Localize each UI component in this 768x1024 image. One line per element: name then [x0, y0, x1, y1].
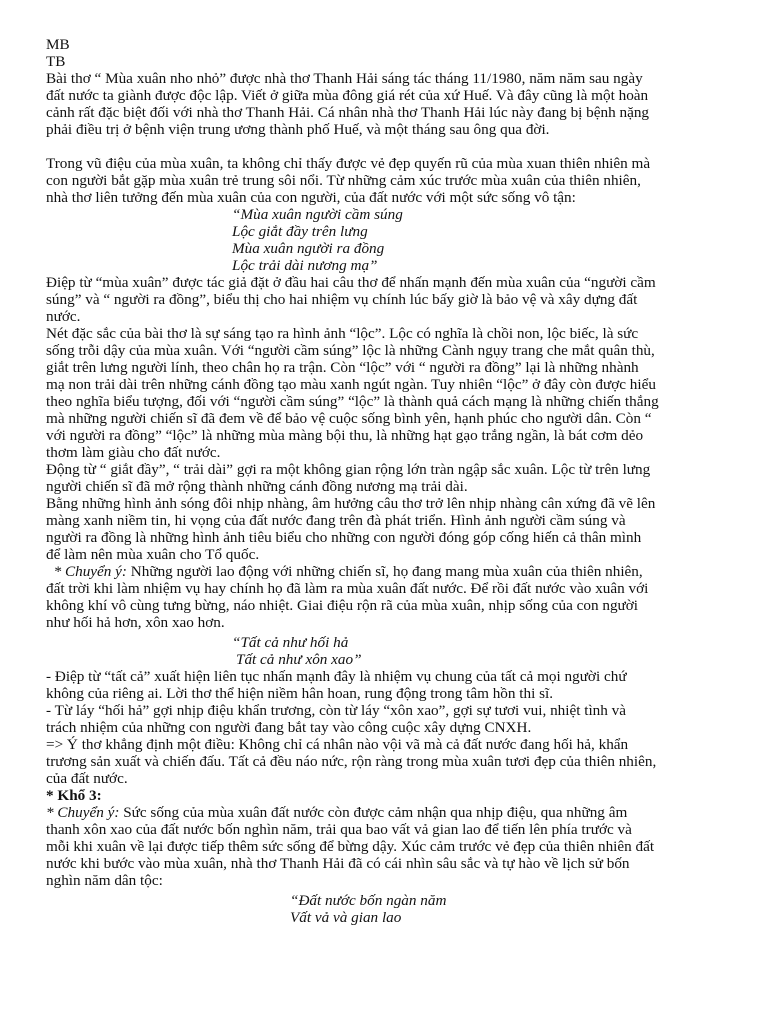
transition-label: * Chuyển ý: [46, 804, 120, 821]
poem-excerpt-1 [46, 206, 722, 274]
paragraph-6 [46, 495, 722, 563]
paragraph-8 [46, 668, 722, 702]
header-mb: MB [46, 36, 70, 53]
text-line: trách nhiệm của những con người đang bắt tay vào công cuộc xây dựng CNXH. [46, 719, 532, 736]
text-line: súng” và “ người ra đồng”, biểu thị cho hai nhiệm vụ chính lúc bấy giờ là bảo vệ và xây dựng đất [46, 291, 638, 308]
text-line: trương sản xuất và chiến đấu. Tất cả đều náo nức, rộn ràng trong mùa xuân tươi đẹp của thiên nhiên, [46, 753, 657, 770]
text-line: người chiến sĩ đã mở rộng thành những cánh đồng nương mạ trải dài. [46, 478, 468, 495]
text-line: Bằng những hình ảnh sóng đôi nhịp nhàng, âm hưởng câu thơ trở lên nhịp nhàng cân xứng đã vẽ lên [46, 495, 656, 512]
transition-label: * Chuyển ý: [53, 563, 127, 580]
text-line [46, 804, 722, 821]
text-line: phải điều trị ở bệnh viện trung ương thành phố Huế, và một tháng sau ông qua đời. [46, 121, 550, 138]
paragraph-5 [46, 461, 722, 495]
poem-excerpt-3 [46, 892, 722, 926]
text-line: Động từ “ giắt đầy”, “ trải dài” gợi ra một không gian rộng lớn tràn ngập sắc xuân. Lộc từ trên lưng [46, 461, 651, 478]
poem-line: Mùa xuân người ra đồng [232, 240, 385, 257]
poem-line: Vất vả và gian lao [290, 909, 402, 926]
text-line: - Từ láy “hối hả” gợi nhịp điệu khẩn trương, còn từ láy “xôn xao”, gợi sự tươi vui, nhiệt tình và [46, 702, 626, 719]
text-line: - Điệp từ “tất cả” xuất hiện liên tục nhấn mạnh đây là nhiệm vụ chung của tất cả mọi người chứ [46, 668, 627, 685]
paragraph-4 [46, 325, 722, 461]
text-line: => Ý thơ khẳng định một điều: Không chỉ cá nhân nào vội vã mà cả đất nước đang hối hả, khẩn [46, 736, 629, 753]
poem-line: “Đất nước bốn ngàn năm [290, 892, 447, 909]
text-line: màng xanh niềm tin, hi vọng của đất nước đang trên đà phát triển. Hình ảnh người cầm súng và [46, 512, 626, 529]
text-line: để làm nên mùa xuân cho Tổ quốc. [46, 546, 260, 563]
text-line: mạ non trải dài trên những cánh đồng tạo màu xanh ngút ngàn. Tuy nhiên “lộc” ở đây còn được hiểu [46, 376, 656, 393]
poem-excerpt-2 [46, 634, 722, 668]
poem-line: Lộc giắt đầy trên lưng [232, 223, 368, 240]
text-line: Bài thơ “ Mùa xuân nho nhỏ” được nhà thơ Thanh Hải sáng tác tháng 11/1980, năm năm sau ngày [46, 70, 643, 87]
paragraph-3 [46, 274, 722, 325]
text-line: Trong vũ điệu của mùa xuân, ta không chỉ thấy được vẻ đẹp quyến rũ của mùa xuan thiên nhiên mà [46, 155, 651, 172]
text-line: thơm làm giàu cho đất nước. [46, 444, 221, 461]
text-line: mỗi khi xuân về lại được tiếp thêm sức sống để bừng dậy. Xúc cảm trước vẻ đẹp của thiên nhiên đất [46, 838, 655, 855]
text-line: sống trỗi dậy của mùa xuân. Với “người cầm súng” lộc là những Cành ngụy trang che mắt quân thù, [46, 342, 655, 359]
text-line: nghìn năm dân tộc: [46, 872, 163, 889]
text-line: theo nghĩa biểu tượng, đối với “người cầm súng” “lộc” là thành quả cách mạng là những chiến thắng [46, 393, 659, 410]
paragraph-7 [46, 563, 722, 631]
text-line: nước khi bước vào mùa xuân, nhà thơ Thanh Hải đã có cái nhìn sâu sắc và tự hào về lịch sử bốn [46, 855, 630, 872]
text-line: Điệp từ “mùa xuân” được tác giả đặt ở đầu hai câu thơ để nhấn mạnh đến mùa xuân của “người cầm [46, 274, 656, 291]
text-line: người ra đồng là những hình ảnh tiêu biểu cho những con người đóng góp cống hiến cả thân mình [46, 529, 642, 546]
section-heading: * Khổ 3: [46, 787, 102, 804]
text-line [46, 563, 722, 580]
intro-paragraph [46, 70, 722, 138]
paragraph-9 [46, 702, 722, 736]
paragraph-10 [46, 736, 722, 787]
poem-line: Tất cả như xôn xao” [236, 651, 362, 668]
text-line: đất nước ta giành được độc lập. Viết ở giữa mùa đông giá rét của xứ Huế. Và đây cũng là một hoàn [46, 87, 649, 104]
text-line: Nét đặc sắc của bài thơ là sự sáng tạo ra hình ảnh “lộc”. Lộc có nghĩa là chồi non, lộc biếc, là sức [46, 325, 639, 342]
text-line: giắt trên lưng người lính, theo chân họ ra trận. Còn “lộc” với “ người ra đồng” lại là những nhành [46, 359, 639, 376]
text-line: của đất nước. [46, 770, 128, 787]
text-span: Những người lao động với những chiến sĩ, họ đang mang mùa xuân của thiên nhiên, [126, 563, 643, 580]
poem-line: “Tất cả như hối hả [232, 634, 349, 651]
text-line: mà những người chiến sĩ đã đem về để bảo vệ cuộc sống bình yên, hạnh phúc cho người dân. Còn “ [46, 410, 652, 427]
text-line: cảnh rất đặc biệt đối với nhà thơ Thanh Hải. Cá nhân nhà thơ Thanh Hải lúc này đang bị bệnh nặng [46, 104, 650, 121]
text-line: thanh xôn xao của đất nước bốn nghìn năm, trải qua bao vất vả gian lao để tiến lên phía trước và [46, 821, 632, 838]
text-line: nhà thơ liên tưởng đến mùa xuân của con người, của đất nước với một sức sống vô tận: [46, 189, 576, 206]
poem-line: “Mùa xuân người cầm súng [232, 206, 403, 223]
paragraph-11 [46, 804, 722, 889]
text-line: nước. [46, 308, 81, 325]
text-span: Sức sống của mùa xuân đất nước còn được cảm nhận qua nhịp điệu, qua những âm [119, 804, 628, 821]
text-line: với người ra đồng” “lộc” là những mùa màng bội thu, là những hạt gạo trắng ngần, là bát cơm dẻo [46, 427, 644, 444]
text-line: như hối hả hơn, xôn xao hơn. [46, 614, 225, 631]
text-line: không khí vô cùng tưng bừng, náo nhiệt. Giai điệu rộn rã của mùa xuân, nhịp sống của con người [46, 597, 639, 614]
paragraph-2 [46, 155, 722, 206]
text-line: không của riêng ai. Lời thơ thể hiện niềm hân hoan, rung động trong tâm hồn thi sĩ. [46, 685, 554, 702]
text-line: đất trời khi làm nhiệm vụ hay chính họ đã làm ra mùa xuân đất nước. Để rồi đất nước vào xuân với [46, 580, 649, 597]
text-line: con người bắt gặp mùa xuân trẻ trung sôi nổi. Từ những cảm xúc trước mùa xuân của thiên nhiên, [46, 172, 641, 189]
poem-line: Lộc trải dài nương mạ” [232, 257, 378, 274]
header-tb: TB [46, 53, 66, 70]
